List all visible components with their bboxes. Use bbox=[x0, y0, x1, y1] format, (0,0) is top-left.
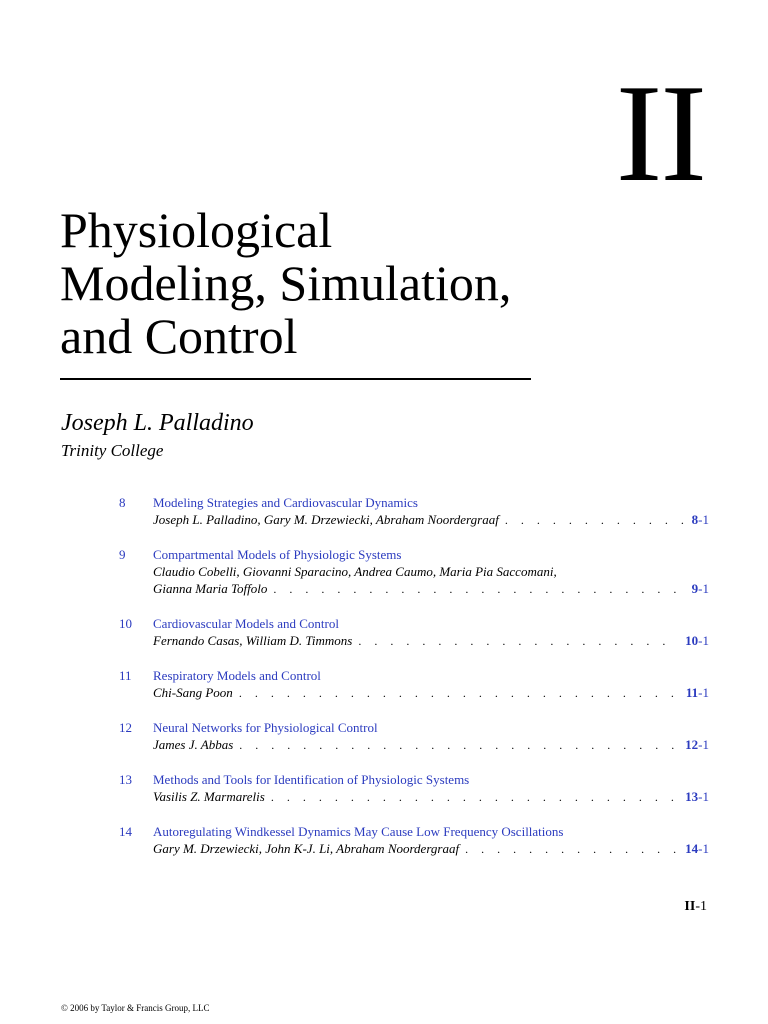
toc-page-bold[interactable]: 11 bbox=[685, 685, 699, 700]
toc-chapter-title[interactable]: Compartmental Models of Physiologic Systems bbox=[153, 547, 402, 562]
toc-dot-leader bbox=[271, 789, 679, 806]
toc-page-suffix[interactable]: -1 bbox=[698, 633, 709, 648]
toc-entry[interactable] bbox=[0, 615, 768, 650]
toc-chapter-number[interactable]: 12 bbox=[119, 720, 132, 735]
toc-dot-leader bbox=[239, 685, 680, 702]
toc-page-link[interactable] bbox=[685, 788, 709, 805]
toc-dot-leader bbox=[239, 737, 679, 754]
toc-dot-leader bbox=[358, 633, 679, 650]
toc-chapter-title[interactable]: Modeling Strategies and Cardiovascular Dynamics bbox=[153, 495, 418, 510]
table-of-contents bbox=[0, 494, 768, 875]
toc-page-bold[interactable]: 9 bbox=[691, 581, 699, 596]
toc-page-suffix[interactable]: -1 bbox=[698, 581, 709, 596]
toc-authors: Joseph L. Palladino, Gary M. Drzewiecki, Abraham Noordergraaf bbox=[153, 512, 499, 527]
copyright-notice: © 2006 by Taylor & Francis Group, LLC bbox=[61, 1003, 210, 1013]
toc-page-suffix[interactable]: -1 bbox=[698, 789, 709, 804]
toc-authors: Gianna Maria Toffolo bbox=[153, 581, 268, 596]
toc-authors: James J. Abbas bbox=[153, 737, 234, 752]
toc-page-link[interactable] bbox=[686, 684, 709, 701]
toc-page-bold[interactable]: 14 bbox=[685, 841, 699, 856]
toc-page-link[interactable] bbox=[692, 580, 709, 597]
toc-authors: Gary M. Drzewiecki, John K-J. Li, Abraham Noordergraaf bbox=[153, 841, 460, 856]
toc-page-bold[interactable]: 8 bbox=[691, 512, 699, 527]
toc-chapter-number[interactable]: 13 bbox=[119, 772, 132, 787]
toc-chapter-title[interactable]: Autoregulating Windkessel Dynamics May Cause Low Frequency Oscillations bbox=[153, 824, 564, 839]
toc-entry[interactable] bbox=[0, 771, 768, 806]
part-title-line: Modeling, Simulation, bbox=[60, 255, 512, 311]
toc-entry[interactable] bbox=[0, 667, 768, 702]
toc-chapter-number[interactable]: 8 bbox=[119, 495, 126, 510]
toc-dot-leader bbox=[505, 512, 686, 529]
editor-name: Joseph L. Palladino bbox=[61, 410, 254, 436]
toc-page-link[interactable] bbox=[685, 632, 709, 649]
toc-chapter-title[interactable]: Methods and Tools for Identification of Physiologic Systems bbox=[153, 772, 470, 787]
toc-chapter-number[interactable]: 14 bbox=[119, 824, 132, 839]
part-title bbox=[60, 204, 720, 363]
part-title-line: Physiological bbox=[60, 202, 333, 258]
toc-authors: Vasilis Z. Marmarelis bbox=[153, 789, 265, 804]
toc-entry[interactable] bbox=[0, 494, 768, 529]
toc-page-suffix[interactable]: -1 bbox=[698, 737, 709, 752]
toc-authors: Claudio Cobelli, Giovanni Sparacino, Andrea Caumo, Maria Pia Saccomani, bbox=[153, 564, 557, 579]
toc-entry[interactable] bbox=[0, 546, 768, 598]
toc-page-suffix[interactable]: -1 bbox=[698, 685, 709, 700]
title-rule bbox=[60, 378, 531, 380]
toc-chapter-title[interactable]: Neural Networks for Physiological Control bbox=[153, 720, 378, 735]
toc-page-suffix[interactable]: -1 bbox=[698, 841, 709, 856]
toc-page-bold[interactable]: 12 bbox=[685, 737, 699, 752]
toc-page-link[interactable] bbox=[692, 511, 709, 528]
toc-chapter-title[interactable]: Cardiovascular Models and Control bbox=[153, 616, 339, 631]
toc-page-bold[interactable]: 10 bbox=[685, 633, 699, 648]
toc-page-link[interactable] bbox=[685, 736, 709, 753]
toc-entry[interactable] bbox=[0, 719, 768, 754]
toc-chapter-number[interactable]: 10 bbox=[119, 616, 132, 631]
page-number-bold: II bbox=[684, 899, 696, 914]
page-number bbox=[684, 899, 707, 915]
part-title-line: and Control bbox=[60, 308, 298, 364]
toc-chapter-number[interactable]: 11 bbox=[119, 668, 132, 683]
toc-dot-leader bbox=[465, 841, 679, 858]
toc-page-link[interactable] bbox=[685, 840, 709, 857]
toc-dot-leader bbox=[273, 581, 685, 598]
toc-page-suffix[interactable]: -1 bbox=[698, 512, 709, 527]
toc-authors: Fernando Casas, William D. Timmons bbox=[153, 633, 353, 648]
toc-authors: Chi-Sang Poon bbox=[153, 685, 233, 700]
toc-entry[interactable] bbox=[0, 823, 768, 858]
toc-chapter-number[interactable]: 9 bbox=[119, 547, 126, 562]
editor-affiliation: Trinity College bbox=[61, 441, 164, 460]
page-number-suffix: -1 bbox=[695, 899, 707, 914]
part-numeral: II bbox=[615, 56, 705, 211]
toc-chapter-title[interactable]: Respiratory Models and Control bbox=[153, 668, 321, 683]
toc-page-bold[interactable]: 13 bbox=[685, 789, 699, 804]
